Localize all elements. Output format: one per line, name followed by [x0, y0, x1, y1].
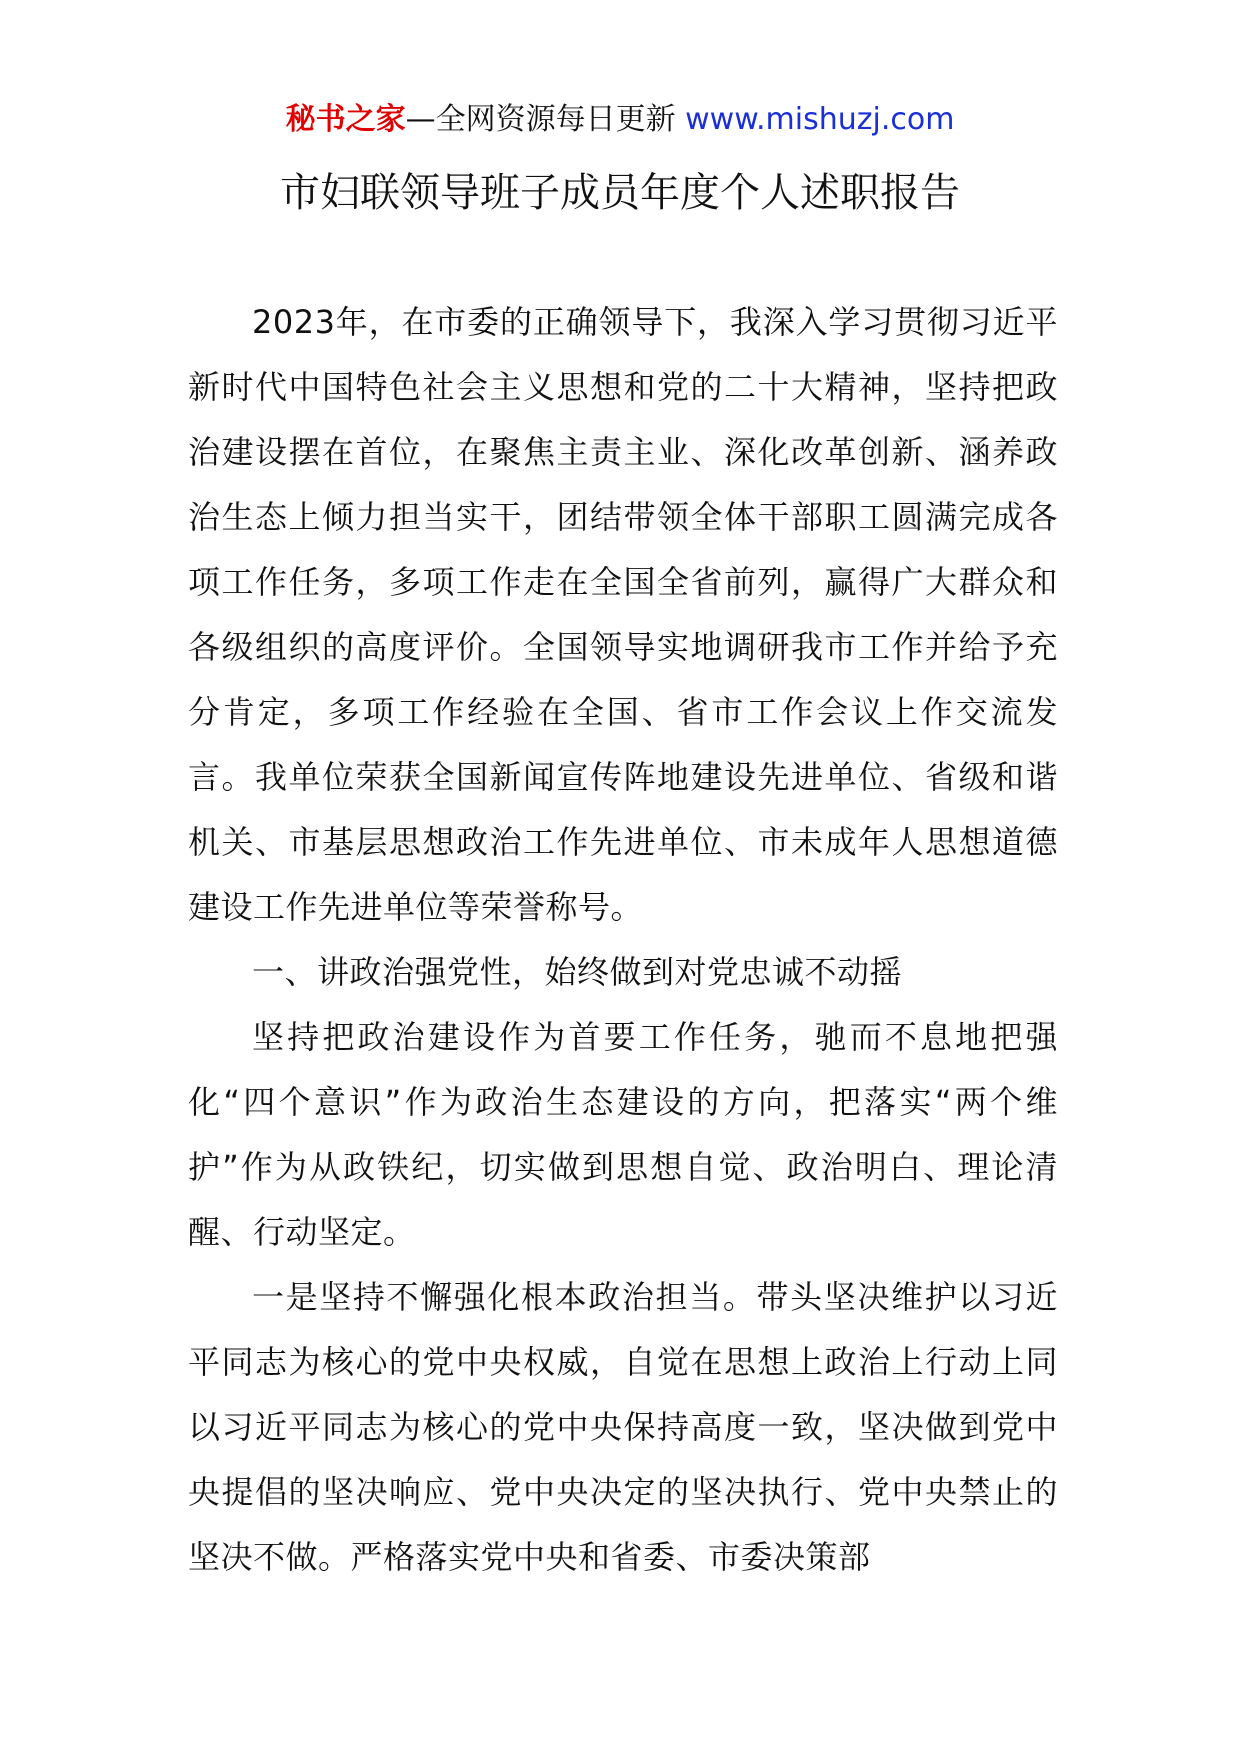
section-heading: 一、讲政治强党性，始终做到对党忠诚不动摇: [252, 953, 903, 991]
document-body: [188, 290, 1058, 1590]
site-url-link[interactable]: www.mishuzj.com: [685, 102, 955, 137]
section-paragraph: 坚持把政治建设作为首要工作任务，驰而不息地把强化“四个意识”作为政治生态建设的方向，把落实“两个维护”作为从政铁纪，切实做到思想自觉、政治明白、理论清醒、行动坚定。: [188, 1018, 1058, 1251]
site-header: [0, 100, 1240, 140]
intro-paragraph: 2023年，在市委的正确领导下，我深入学习贯彻习近平新时代中国特色社会主义思想和党的二十大精神，坚持把政治建设摆在首位，在聚焦主责主业、深化改革创新、涵养政治生态上倾力担当实干，团结带领全体干部职工圆满完成各项工作任务，多项工作走在全国全省前列，赢得广大群众和各级组织的高度评价。全国领导实地调研我市工作并给予充分肯定，多项工作经验在全国、省市工作会议上作交流发言。我单位荣获全国新闻宣传阵地建设先进单位、省级和谐机关、市基层思想政治工作先进单位、市未成年人思想道德建设工作先进单位等荣誉称号。: [188, 303, 1058, 926]
brand-name: 秘书之家: [285, 102, 406, 137]
document-title: 市妇联领导班子成员年度个人述职报告: [280, 170, 960, 216]
header-tagline: —全网资源每日更新: [405, 102, 676, 137]
section-paragraph: 一是坚持不懈强化根本政治担当。带头坚决维护以习近平同志为核心的党中央权威，自觉在思想上政治上行动上同以习近平同志为核心的党中央保持高度一致，坚决做到党中央提倡的坚决响应、党中央决定的坚决执行、党中央禁止的坚决不做。严格落实党中央和省委、市委决策部: [188, 1278, 1058, 1576]
